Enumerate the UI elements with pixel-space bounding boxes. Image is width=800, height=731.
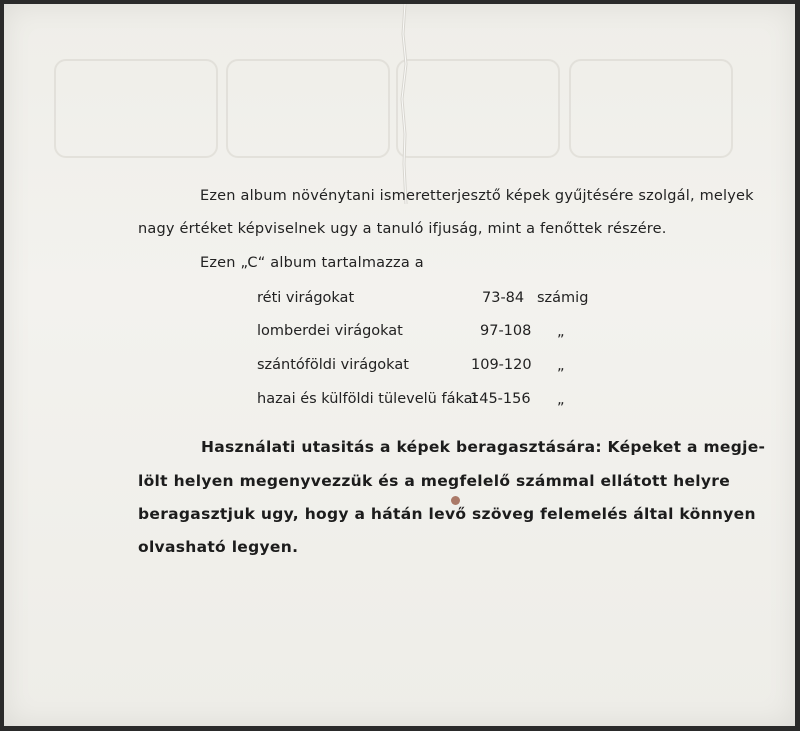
contents-label: lomberdei virágokat: [257, 323, 403, 339]
intro-line-3: Ezen „C“ album tartalmazza a: [200, 255, 424, 271]
faded-frame: [396, 59, 560, 158]
intro-line-1: Ezen album növénytani ismeretterjesztő képek gyűjtésére szolgál, melyek: [200, 188, 754, 204]
album-page: [4, 4, 795, 726]
contents-label: réti virágokat: [257, 290, 355, 306]
ink-stain: [451, 496, 460, 505]
contents-suffix: számig: [537, 290, 589, 306]
instructions-line-1: Használati utasitás a képek beragasztására: Képeket a megje-: [201, 438, 766, 456]
contents-range: 73-84: [482, 290, 525, 306]
contents-label: szántóföldi virágokat: [257, 357, 409, 373]
instructions-line-2: lölt helyen megenyvezzük és a megfelelő számmal ellátott helyre: [138, 472, 731, 490]
contents-suffix: „: [557, 392, 565, 408]
contents-range: 145-156: [470, 391, 531, 407]
faded-frame: [54, 59, 218, 158]
instructions-line-3: beragasztjuk ugy, hogy a hátán levő szöveg felemelés által könnyen: [138, 505, 756, 523]
contents-suffix: „: [557, 324, 565, 340]
contents-label: hazai és külföldi tülevelü fákat: [257, 391, 479, 407]
intro-line-2: nagy értéket képviselnek ugy a tanuló ifjuság, mint a fenőttek részére.: [138, 221, 667, 237]
contents-range: 109-120: [471, 357, 532, 373]
instructions-line-4: olvasható legyen.: [138, 538, 299, 556]
paper-crease: [396, 4, 414, 204]
faded-frame: [569, 59, 733, 158]
contents-range: 97-108: [480, 323, 532, 339]
faded-frame: [226, 59, 390, 158]
contents-suffix: „: [557, 358, 565, 374]
